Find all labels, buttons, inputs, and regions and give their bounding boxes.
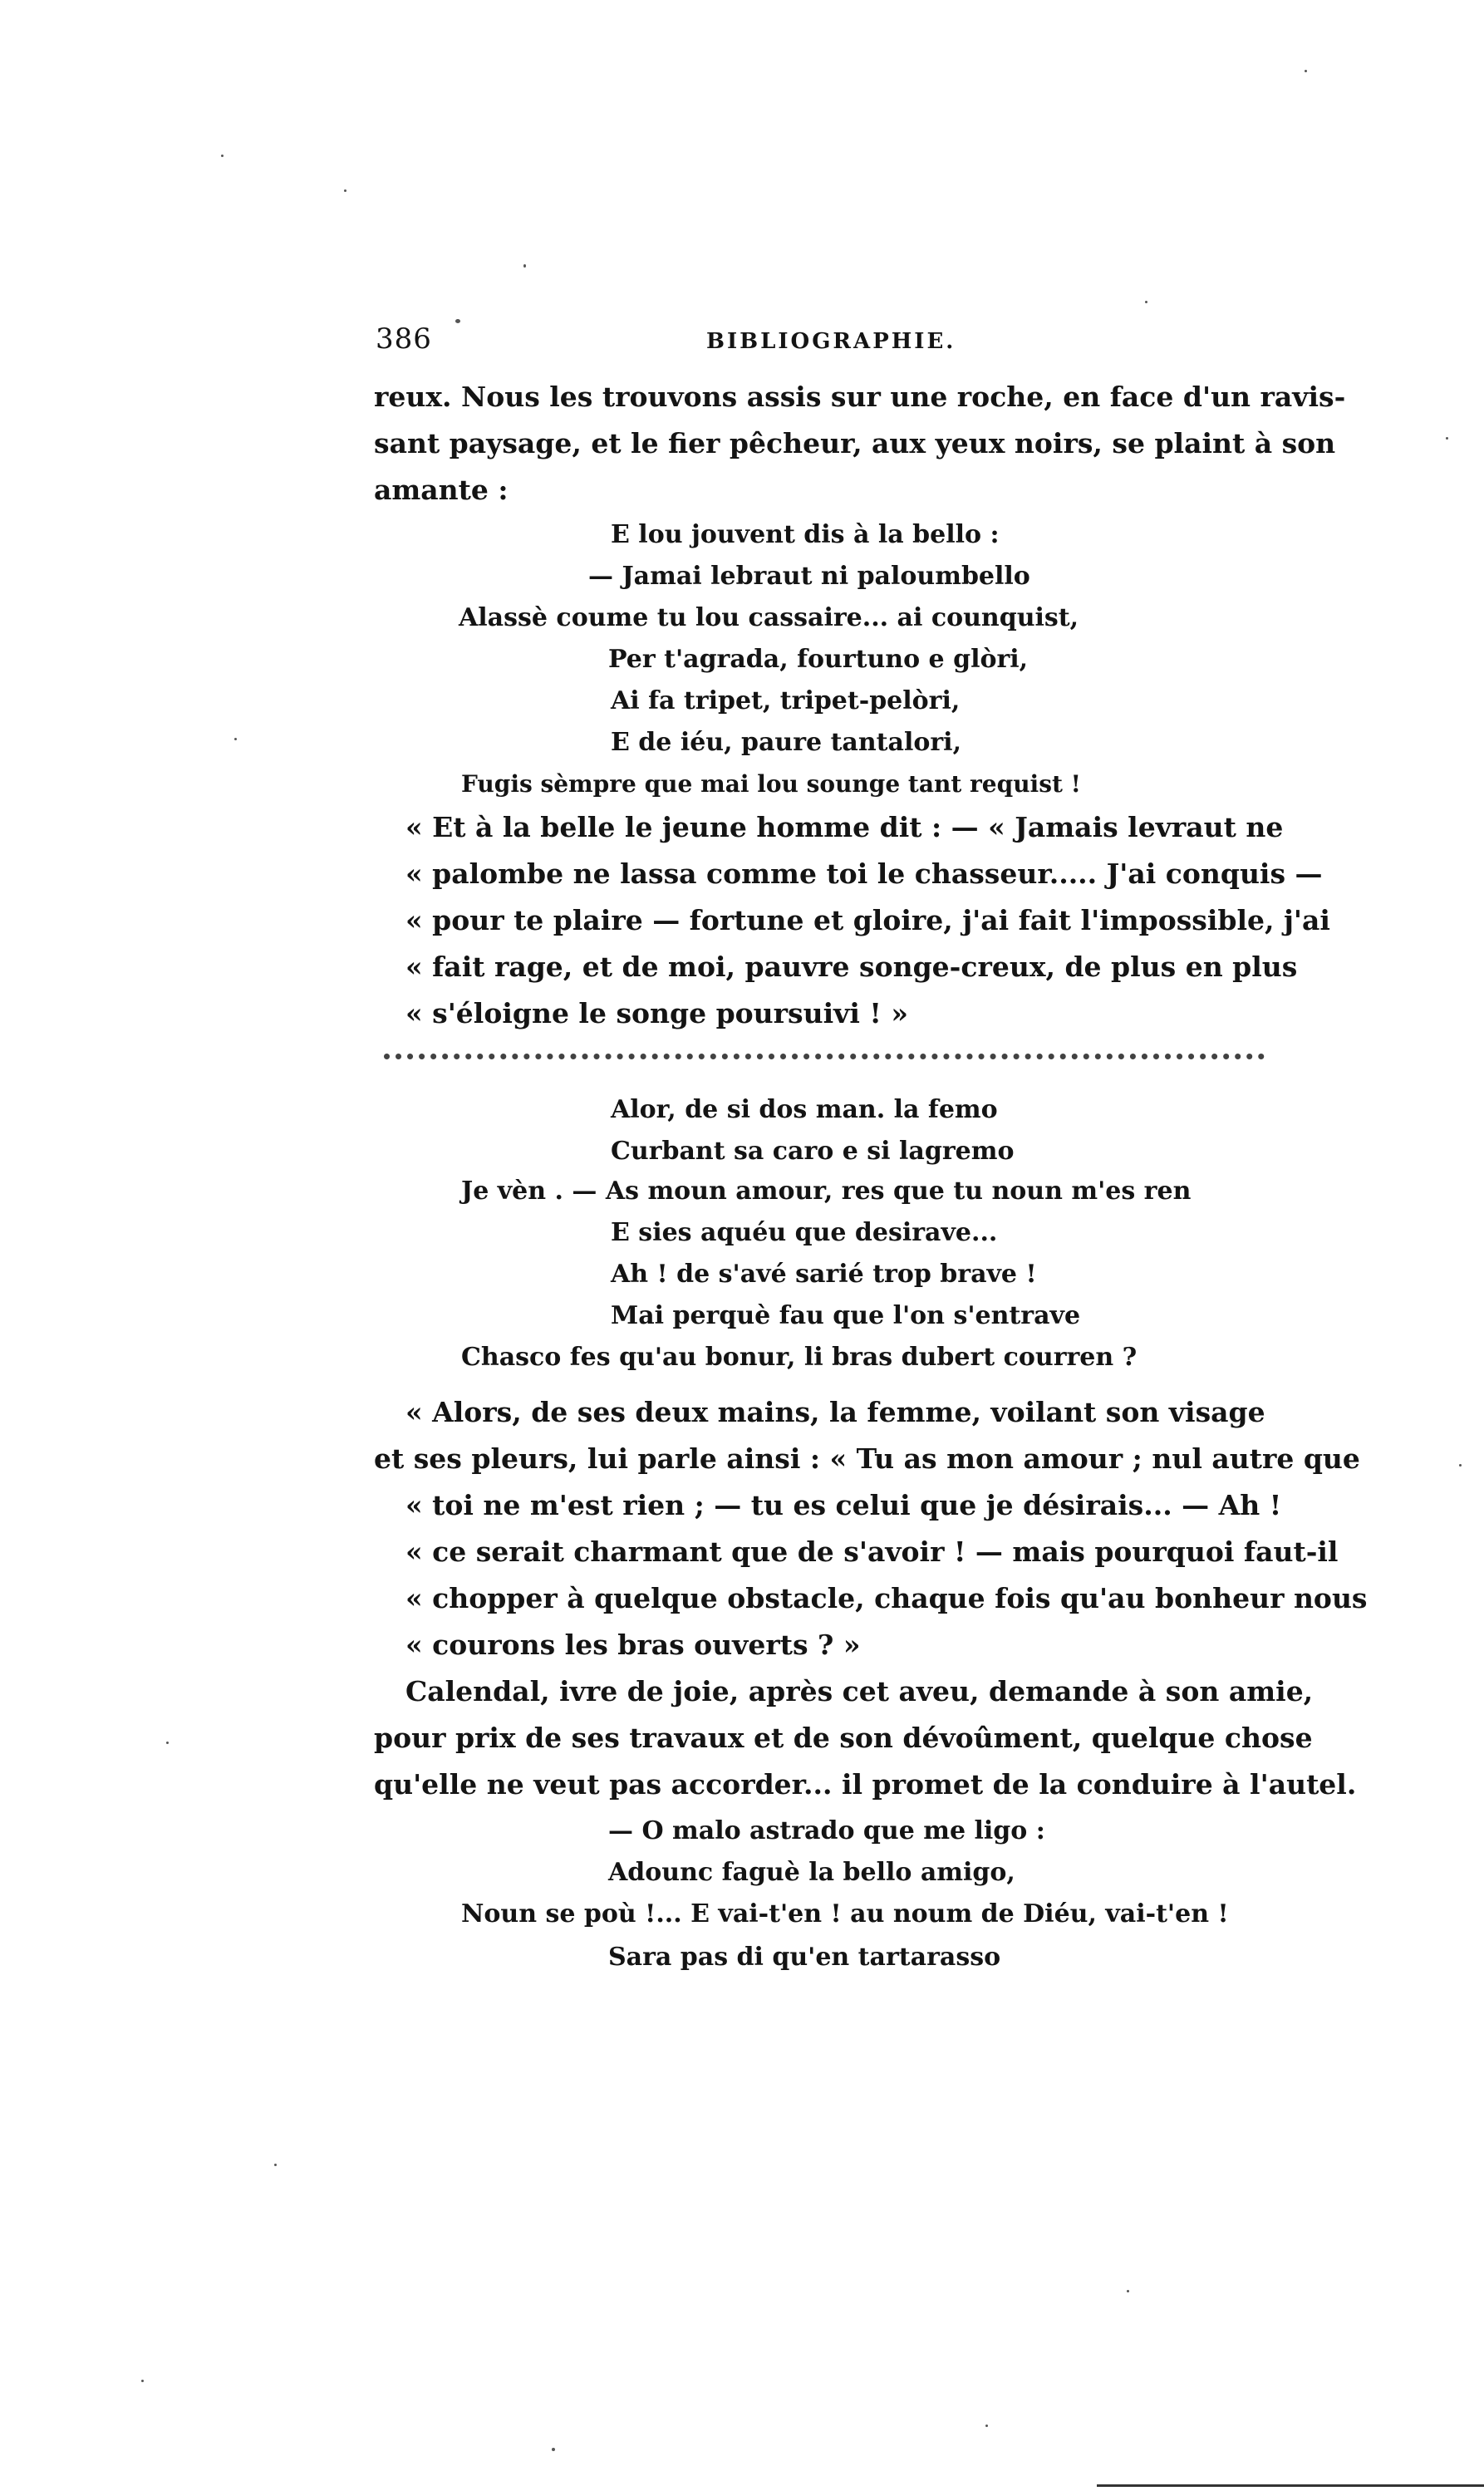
- text-line: sant paysage, et le fier pêcheur, aux yeux noirs, se plaint à son: [374, 427, 1336, 459]
- speck: [221, 155, 224, 157]
- text-line: « palombe ne lassa comme toi le chasseur..... J'ai conquis —: [405, 857, 1323, 890]
- verse-line: Ah ! de s'avé sarié trop brave !: [611, 1260, 1037, 1289]
- bottom-edge-line: [1097, 2484, 1484, 2487]
- verse-line: E sies aquéu que desirave...: [611, 1218, 998, 1247]
- text-line: Calendal, ivre de joie, après cet aveu, demande à son amie,: [405, 1675, 1314, 1707]
- text-line: « Alors, de ses deux mains, la femme, voilant son visage: [405, 1396, 1265, 1428]
- text-line: « s'éloigne le songe poursuivi ! »: [405, 997, 908, 1029]
- verse-line: Mai perquè fau que l'on s'entrave: [611, 1301, 1081, 1330]
- speck: [1145, 301, 1147, 303]
- text-line: pour prix de ses travaux et de son dévoûment, quelque chose: [374, 1722, 1313, 1754]
- verse-line: Noun se poù !... E vai-t'en ! au noum de Diéu, vai-t'en !: [461, 1899, 1229, 1928]
- speck: [552, 2448, 555, 2451]
- translation-paragraph-1: [405, 804, 1330, 1037]
- page-number: 386: [376, 322, 432, 356]
- verse-line: Curbant sa caro e si lagremo: [611, 1137, 1015, 1166]
- text-line: « Et à la belle le jeune homme dit : — « Jamais levraut ne: [405, 811, 1284, 843]
- speck: [985, 2425, 988, 2427]
- text-line: « pour te plaire — fortune et gloire, j'ai fait l'impossible, j'ai: [405, 904, 1330, 936]
- speck: [1127, 2290, 1129, 2292]
- text-line: « toi ne m'est rien ; — tu es celui que je désirais... — Ah !: [405, 1489, 1282, 1521]
- speck: [234, 738, 237, 740]
- verse-line: — O malo astrado que me ligo :: [608, 1816, 1045, 1845]
- speck: [455, 319, 460, 323]
- text-line: « ce serait charmant que de s'avoir ! — mais pourquoi faut-il: [405, 1535, 1339, 1568]
- verse-line: Chasco fes qu'au bonur, li bras dubert courren ?: [461, 1343, 1138, 1372]
- speck: [344, 189, 346, 192]
- speck: [166, 1742, 169, 1744]
- text-line: « fait rage, et de moi, pauvre songe-creux, de plus en plus: [405, 951, 1298, 983]
- verse-line: Adounc faguè la bello amigo,: [608, 1858, 1015, 1887]
- page-header: [376, 322, 1256, 372]
- verse-line: E lou jouvent dis à la bello :: [611, 520, 1000, 549]
- speck: [1446, 437, 1448, 440]
- verse-line: Sara pas di qu'en tartarasso: [608, 1943, 1001, 1972]
- verse-line: Fugis sèmpre que mai lou sounge tant requist !: [461, 770, 1081, 798]
- speck: [1459, 1464, 1462, 1467]
- text-line: « chopper à quelque obstacle, chaque fois qu'au bonheur nous: [405, 1582, 1368, 1614]
- speck: [274, 2164, 277, 2166]
- text-line: qu'elle ne veut pas accorder... il promet de la conduire à l'autel.: [374, 1768, 1357, 1801]
- verse-line: — Jamai lebraut ni paloumbello: [588, 562, 1030, 591]
- text-line: « courons les bras ouverts ? »: [405, 1629, 861, 1661]
- speck: [141, 2380, 144, 2382]
- speck: [523, 264, 526, 268]
- verse-line: Alor, de si dos man. la femo: [611, 1095, 998, 1124]
- running-head: BIBLIOGRAPHIE.: [706, 329, 956, 354]
- verse-line: Alassè coume tu lou cassaire... ai counquist,: [459, 603, 1079, 632]
- translation-paragraph-2: [374, 1389, 1368, 1668]
- text-line: reux. Nous les trouvons assis sur une roche, en face d'un ravis-: [374, 381, 1346, 413]
- verse-line: Je vèn . — As moun amour, res que tu noun m'es ren: [461, 1177, 1192, 1206]
- verse-line: Per t'agrada, fourtuno e glòri,: [608, 645, 1029, 674]
- intro-paragraph: [374, 374, 1346, 513]
- speck: [1305, 70, 1307, 72]
- dotted-separator: [384, 1054, 1265, 1084]
- text-line: et ses pleurs, lui parle ainsi : « Tu as mon amour ; nul autre que: [374, 1442, 1360, 1475]
- verse-line: Ai fa tripet, tripet-pelòri,: [611, 686, 961, 715]
- verse-line: E de iéu, paure tantalori,: [611, 728, 962, 757]
- narrative-paragraph: [374, 1668, 1357, 1808]
- text-line: amante :: [374, 474, 509, 506]
